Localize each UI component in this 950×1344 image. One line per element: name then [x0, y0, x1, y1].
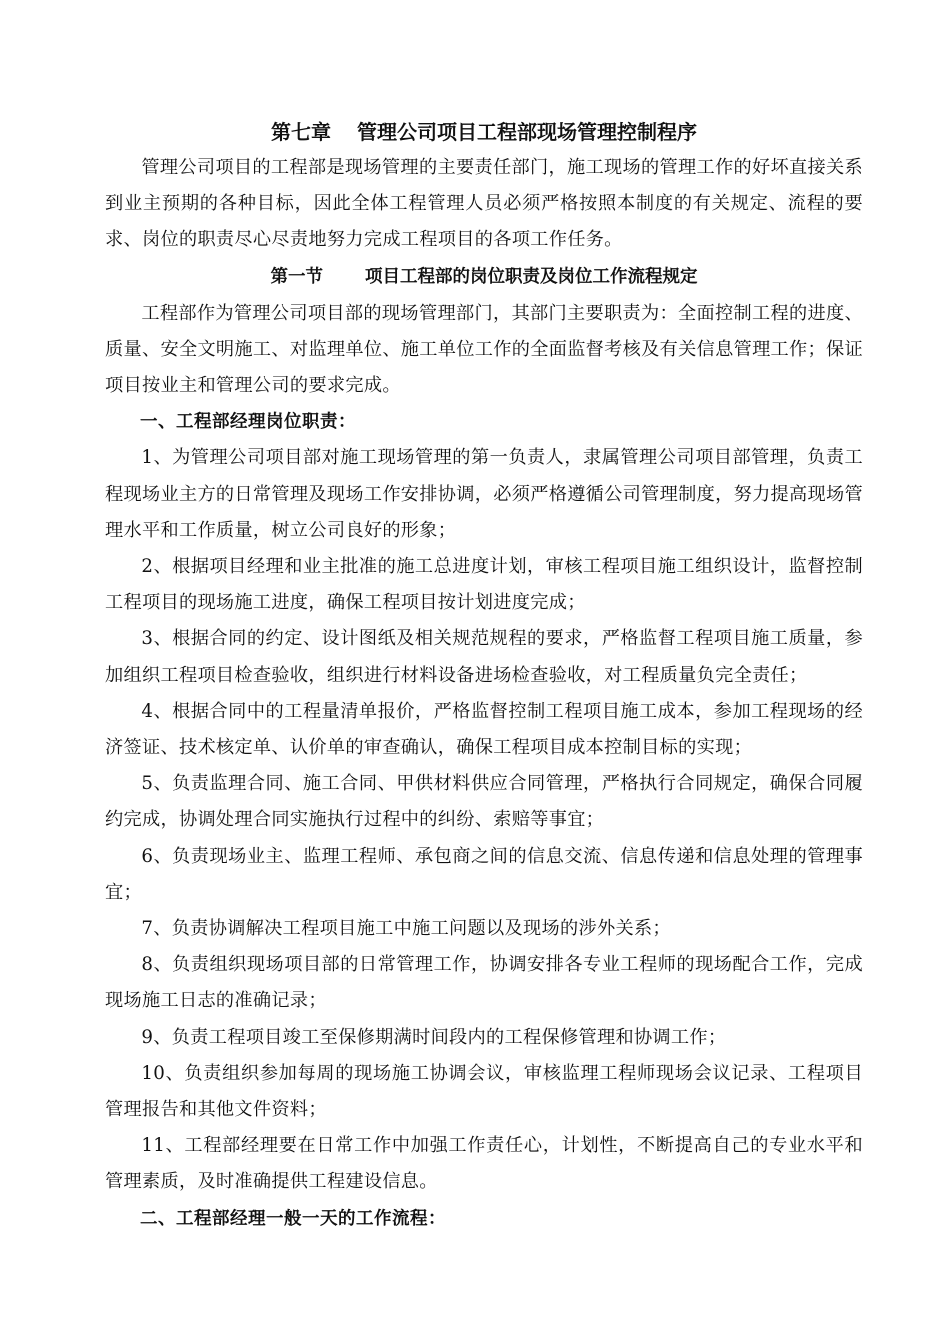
workflow-heading: 二、工程部经理一般一天的工作流程： — [140, 1208, 446, 1229]
duty-item-8: 8、负责组织现场项目部的日常管理工作，协调安排各专业工程师的现场配合工作，完成现场施工日志的准确记录； — [105, 954, 863, 1012]
duty-item-3: 3、根据合同的约定、设计图纸及相关规范规程的要求，严格监督工程项目施工质量，参加组织工程项目检查验收，组织进行材料设备进场检查验收，对工程质量负完全责任； — [105, 628, 863, 686]
intro-paragraph: 管理公司项目的工程部是现场管理的主要责任部门，施工现场的管理工作的好坏直接关系到业主预期的各种目标，因此全体工程管理人员必须严格按照本制度的有关规定、流程的要求、岗位的职责尽心尽责地努力完成工程项目的各项工作任务。 — [105, 157, 863, 251]
duty-item-11: 11、工程部经理要在日常工作中加强工作责任心，计划性，不断提高自己的专业水平和管理素质，及时准确提供工程建设信息。 — [105, 1135, 863, 1193]
duty-item-7: 7、负责协调解决工程项目施工中施工问题以及现场的涉外关系； — [141, 918, 671, 940]
duties-heading: 一、工程部经理岗位职责： — [140, 412, 356, 433]
section-title — [105, 259, 863, 296]
chapter-number: 第七章 — [271, 120, 331, 144]
chapter-title — [105, 114, 863, 150]
document-page — [105, 114, 863, 1237]
section-intro-paragraph: 工程部作为管理公司项目部的现场管理部门，其部门主要职责为：全面控制工程的进度、质量、安全文明施工、对监理单位、施工单位工作的全面监督考核及有关信息管理工作；保证项目按业主和管理公司的要求完成。 — [105, 302, 863, 397]
duty-item-4: 4、根据合同中的工程量清单报价，严格监督控制工程项目施工成本，参加工程现场的经济签证、技术核定单、认价单的审查确认，确保工程项目成本控制目标的实现； — [105, 700, 863, 759]
duty-item-2: 2、根据项目经理和业主批准的施工总进度计划，审核工程项目施工组织设计，监督控制工程项目的现场施工进度，确保工程项目按计划进度完成； — [105, 556, 863, 614]
chapter-name: 管理公司项目工程部现场管理控制程序 — [357, 120, 697, 144]
duty-item-6: 6、负责现场业主、监理工程师、承包商之间的信息交流、信息传递和信息处理的管理事宜； — [105, 845, 863, 903]
section-number: 第一节 — [270, 266, 323, 287]
duty-item-9: 9、负责工程项目竣工至保修期满时间段内的工程保修管理和协调工作； — [141, 1026, 727, 1048]
duty-item-1: 1、为管理公司项目部对施工现场管理的第一负责人，隶属管理公司项目部管理，负责工程现场业主方的日常管理及现场工作安排协调，必须严格遵循公司管理制度，努力提高现场管理水平和工作质量，树立公司良好的形象； — [105, 447, 863, 541]
duty-item-5: 5、负责监理合同、施工合同、甲供材料供应合同管理，严格执行合同规定，确保合同履约完成，协调处理合同实施执行过程中的纠纷、索赔等事宜； — [105, 773, 863, 831]
duty-item-10: 10、负责组织参加每周的现场施工协调会议，审核监理工程师现场会议记录、工程项目管理报告和其他文件资料； — [105, 1062, 863, 1121]
section-name: 项目工程部的岗位职责及岗位工作流程规定 — [365, 266, 698, 287]
